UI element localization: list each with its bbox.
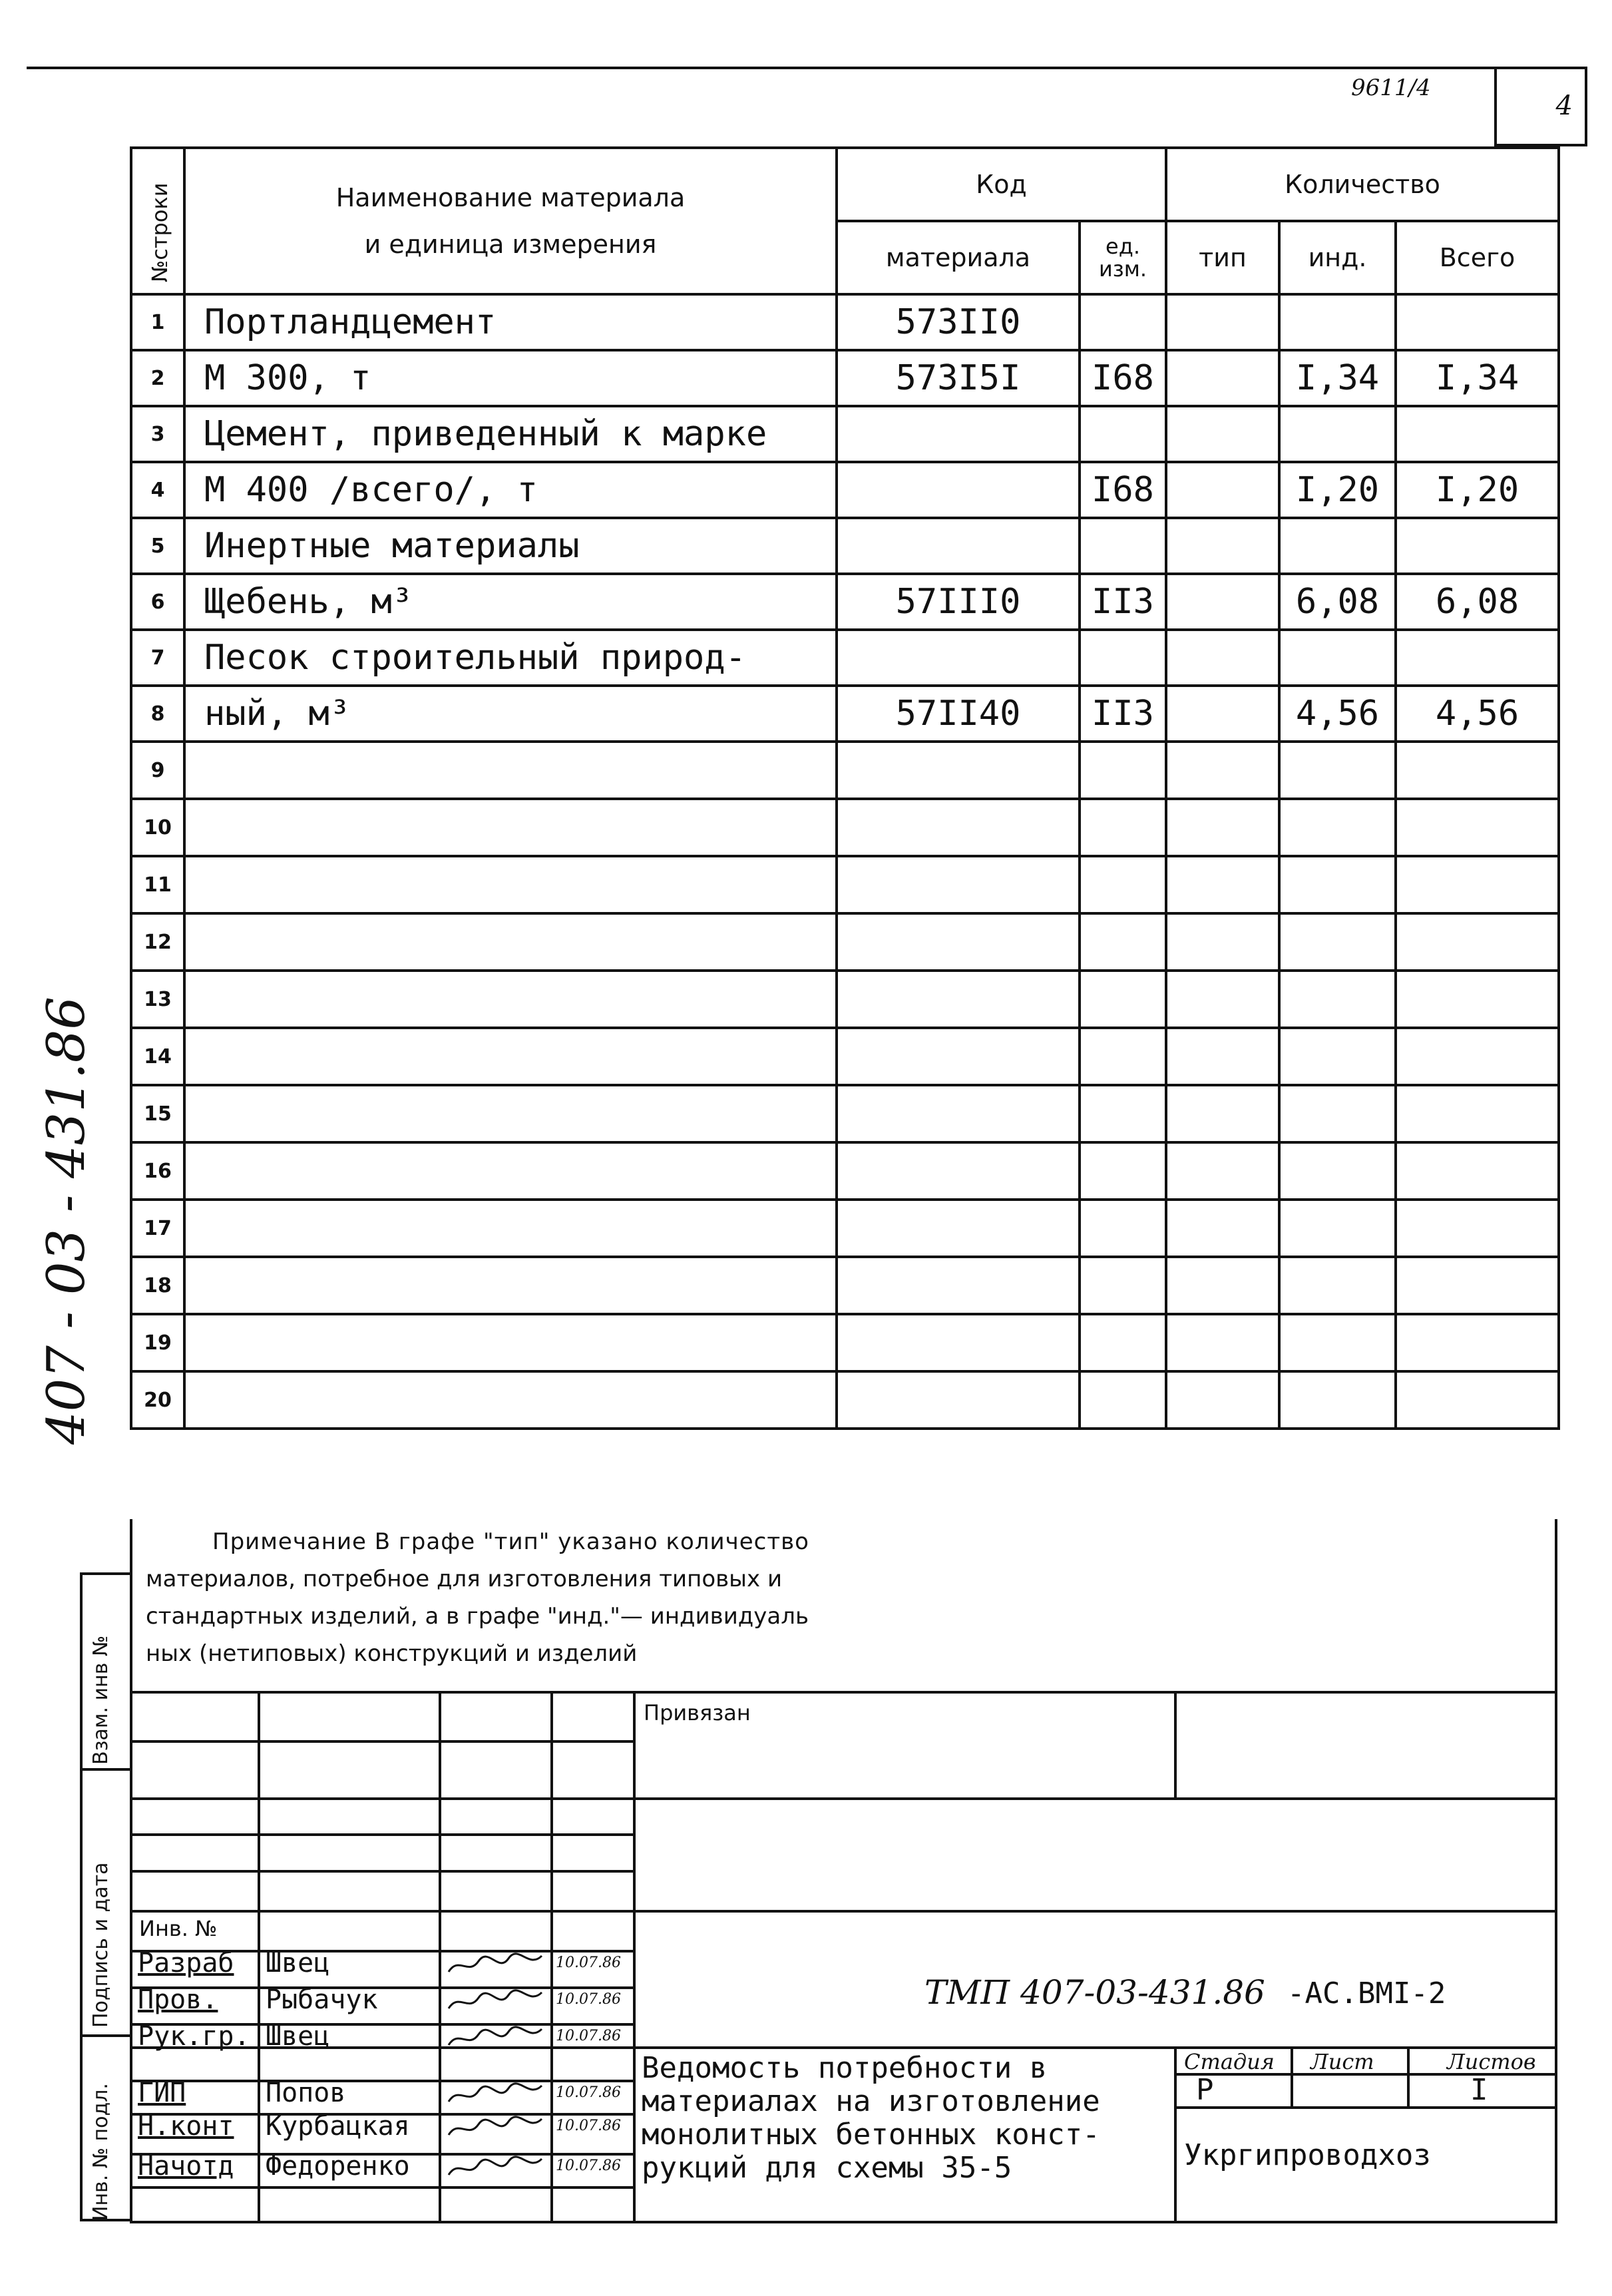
- unit-code: [1080, 1371, 1166, 1429]
- qty-total: [1396, 913, 1559, 971]
- qty-type: [1166, 1085, 1279, 1142]
- material-code: [837, 1142, 1080, 1200]
- unit-code: II3: [1080, 574, 1166, 630]
- material-code: [837, 913, 1080, 971]
- table-row: [131, 630, 1559, 686]
- qty-type: [1166, 1371, 1279, 1429]
- row-number: 13: [131, 971, 184, 1028]
- material-name: [184, 742, 837, 799]
- designation-code: ТМП 407-03-431.86: [924, 1973, 1265, 2012]
- header-qty-type: тип: [1166, 221, 1279, 294]
- material-code: [837, 1200, 1080, 1257]
- row-number: 20: [131, 1371, 184, 1429]
- table-row: [131, 518, 1559, 574]
- signer-name: Попов: [266, 2078, 346, 2108]
- qty-total: [1396, 742, 1559, 799]
- stage-value: Р: [1196, 2073, 1214, 2107]
- qty-total: [1396, 518, 1559, 574]
- qty-type: [1166, 462, 1279, 518]
- signer-date: 10.07.86: [556, 2028, 621, 2044]
- signer-date: 10.07.86: [556, 1991, 621, 2008]
- row-number: 1: [131, 294, 184, 350]
- material-code: 57II40: [837, 686, 1080, 742]
- designation-suffix: -АС.ВМI-2: [1287, 1976, 1446, 2010]
- qty-ind: [1279, 1085, 1396, 1142]
- signature: [445, 2022, 545, 2053]
- table-row: [131, 913, 1559, 971]
- unit-code: [1080, 742, 1166, 799]
- qty-ind: [1279, 799, 1396, 856]
- note-line-3: стандартных изделий, а в графе "инд."— индивидуаль: [146, 1603, 809, 1630]
- qty-type: [1166, 630, 1279, 686]
- signer-role: Пров.: [138, 1984, 218, 2015]
- qty-ind: I,34: [1279, 350, 1396, 406]
- material-name: Цемент, приведенный к марке: [184, 406, 837, 462]
- signer-role: Рук.гр.: [138, 2021, 250, 2052]
- qty-type: [1166, 971, 1279, 1028]
- unit-code: [1080, 1257, 1166, 1314]
- row-number: 19: [131, 1314, 184, 1371]
- header-row-no: №строки: [131, 148, 184, 294]
- qty-ind: [1279, 294, 1396, 350]
- qty-total: [1396, 294, 1559, 350]
- material-name: Щебень, м³: [184, 574, 837, 630]
- material-name: Портландцемент: [184, 294, 837, 350]
- qty-total: [1396, 1028, 1559, 1085]
- top-border-line: [27, 67, 1584, 69]
- unit-code: [1080, 1028, 1166, 1085]
- material-code: [837, 971, 1080, 1028]
- table-row: [131, 799, 1559, 856]
- header-code-unit: ед. изм.: [1080, 221, 1166, 294]
- inv-label: Инв. №: [139, 1916, 218, 1941]
- qty-ind: 6,08: [1279, 574, 1396, 630]
- unit-code: [1080, 799, 1166, 856]
- row-number: 17: [131, 1200, 184, 1257]
- page-number: 4: [1555, 91, 1573, 121]
- row-number: 15: [131, 1085, 184, 1142]
- note-line-2: материалов, потребное для изготовления типовых и: [146, 1566, 783, 1592]
- qty-type: [1166, 799, 1279, 856]
- qty-ind: [1279, 518, 1396, 574]
- signer-date: 10.07.86: [556, 2158, 621, 2174]
- qty-total: 6,08: [1396, 574, 1559, 630]
- row-number: 6: [131, 574, 184, 630]
- stamp-label-inv: Инв. № подл.: [89, 2083, 112, 2221]
- qty-type: [1166, 1314, 1279, 1371]
- material-code: [837, 856, 1080, 913]
- material-code: [837, 1028, 1080, 1085]
- material-code: [837, 799, 1080, 856]
- row-number: 14: [131, 1028, 184, 1085]
- qty-ind: [1279, 1142, 1396, 1200]
- table-row: [131, 574, 1559, 630]
- material-name: [184, 1200, 837, 1257]
- qty-total: [1396, 630, 1559, 686]
- table-row: [131, 1142, 1559, 1200]
- signer-date: 10.07.86: [556, 2084, 621, 2101]
- table-body: [131, 294, 1559, 1429]
- signer-name: Швец: [266, 2021, 330, 2052]
- qty-ind: [1279, 971, 1396, 1028]
- table-row: [131, 406, 1559, 462]
- signer-name: Федоренко: [266, 2151, 410, 2181]
- signer-name: Рыбачук: [266, 1984, 378, 2015]
- unit-code: [1080, 518, 1166, 574]
- qty-ind: [1279, 742, 1396, 799]
- qty-type: [1166, 1142, 1279, 1200]
- material-name: [184, 1142, 837, 1200]
- unit-code: [1080, 1314, 1166, 1371]
- qty-total: [1396, 799, 1559, 856]
- qty-ind: [1279, 1314, 1396, 1371]
- table-row: [131, 1371, 1559, 1429]
- material-code: [837, 742, 1080, 799]
- material-code: [837, 1371, 1080, 1429]
- header-qty-total: Всего: [1396, 221, 1559, 294]
- qty-type: [1166, 518, 1279, 574]
- material-name: Песок строительный природ-: [184, 630, 837, 686]
- organization: Укргипроводхоз: [1184, 2138, 1431, 2172]
- document-title: Ведомость потребности в материалах на изготовление монолитных бетонных конст- рукций для схемы 35-5: [642, 2051, 1100, 2185]
- qty-total: I,34: [1396, 350, 1559, 406]
- qty-type: [1166, 294, 1279, 350]
- qty-total: [1396, 1371, 1559, 1429]
- table-row: [131, 1314, 1559, 1371]
- qty-ind: [1279, 1200, 1396, 1257]
- qty-total: [1396, 1142, 1559, 1200]
- sheets-value: I: [1470, 2073, 1488, 2107]
- qty-type: [1166, 1200, 1279, 1257]
- table-row: [131, 462, 1559, 518]
- material-code: [837, 462, 1080, 518]
- qty-ind: I,20: [1279, 462, 1396, 518]
- row-number: 11: [131, 856, 184, 913]
- table-row: [131, 1028, 1559, 1085]
- sheets-label: Листов: [1447, 2049, 1536, 2074]
- material-name: [184, 913, 837, 971]
- row-number: 2: [131, 350, 184, 406]
- header-code: Код: [837, 148, 1166, 221]
- qty-ind: [1279, 630, 1396, 686]
- material-name: [184, 971, 837, 1028]
- unit-code: [1080, 913, 1166, 971]
- qty-total: 4,56: [1396, 686, 1559, 742]
- row-number: 8: [131, 686, 184, 742]
- qty-type: [1166, 350, 1279, 406]
- table-row: [131, 1200, 1559, 1257]
- bound-label: Привязан: [644, 1700, 751, 1725]
- signature: [445, 1986, 545, 2016]
- table-row: [131, 1257, 1559, 1314]
- qty-ind: [1279, 1257, 1396, 1314]
- qty-ind: [1279, 856, 1396, 913]
- stamp-label-replace: Взам. инв №: [89, 1635, 112, 1765]
- page-number-box: [1494, 67, 1587, 146]
- table-row: [131, 742, 1559, 799]
- table-row: [131, 1085, 1559, 1142]
- qty-ind: [1279, 406, 1396, 462]
- qty-total: [1396, 971, 1559, 1028]
- material-name: [184, 1314, 837, 1371]
- material-name: [184, 1085, 837, 1142]
- signature: [445, 2112, 545, 2143]
- signature: [445, 1949, 545, 1980]
- note-line-1: Примечание В графе "тип" указано количество: [212, 1528, 809, 1555]
- row-number: 16: [131, 1142, 184, 1200]
- qty-ind: 4,56: [1279, 686, 1396, 742]
- unit-code: [1080, 406, 1166, 462]
- header-code-material: материала: [837, 221, 1080, 294]
- material-code: [837, 518, 1080, 574]
- signer-date: 10.07.86: [556, 1954, 621, 1971]
- qty-type: [1166, 1257, 1279, 1314]
- unit-code: [1080, 971, 1166, 1028]
- qty-ind: [1279, 913, 1396, 971]
- note-area: [130, 1519, 1557, 1694]
- qty-ind: [1279, 1371, 1396, 1429]
- unit-code: [1080, 1200, 1166, 1257]
- material-code: [837, 1085, 1080, 1142]
- qty-type: [1166, 913, 1279, 971]
- signer-role: Разраб: [138, 1948, 234, 1978]
- unit-code: [1080, 856, 1166, 913]
- material-name: [184, 1028, 837, 1085]
- unit-code: [1080, 630, 1166, 686]
- row-number: 5: [131, 518, 184, 574]
- material-code: [837, 406, 1080, 462]
- note-line-4: ных (нетиповых) конструкций и изделий: [146, 1640, 638, 1667]
- row-number: 12: [131, 913, 184, 971]
- material-code: [837, 1314, 1080, 1371]
- qty-total: [1396, 1085, 1559, 1142]
- qty-type: [1166, 742, 1279, 799]
- material-name: [184, 799, 837, 856]
- material-name: Инертные материалы: [184, 518, 837, 574]
- material-name: ный, м³: [184, 686, 837, 742]
- qty-type: [1166, 406, 1279, 462]
- qty-type: [1166, 574, 1279, 630]
- row-number: 9: [131, 742, 184, 799]
- doc-number: 9611/4: [1351, 75, 1431, 101]
- signature: [445, 2079, 545, 2110]
- qty-type: [1166, 1028, 1279, 1085]
- header-qty-ind: инд.: [1279, 221, 1396, 294]
- qty-total: [1396, 406, 1559, 462]
- material-name: [184, 1371, 837, 1429]
- signer-role: Н.конт: [138, 2111, 234, 2142]
- material-code: [837, 1257, 1080, 1314]
- signature: [445, 2152, 545, 2183]
- sheet-label: Лист: [1310, 2049, 1374, 2074]
- row-number: 7: [131, 630, 184, 686]
- signer-date: 10.07.86: [556, 2118, 621, 2134]
- stamp-label-signature: Подпись и дата: [89, 1862, 112, 2028]
- table-row: [131, 856, 1559, 913]
- qty-total: I,20: [1396, 462, 1559, 518]
- material-name: М 300, т: [184, 350, 837, 406]
- table-row: [131, 350, 1559, 406]
- table-row: [131, 294, 1559, 350]
- unit-code: I68: [1080, 462, 1166, 518]
- qty-type: [1166, 686, 1279, 742]
- qty-total: [1396, 1200, 1559, 1257]
- row-number: 4: [131, 462, 184, 518]
- material-name: [184, 856, 837, 913]
- row-number: 10: [131, 799, 184, 856]
- side-designation: 407 - 03 - 431.86: [37, 997, 97, 1445]
- signer-role: ГИП: [138, 2078, 186, 2108]
- unit-code: I68: [1080, 350, 1166, 406]
- material-code: 57III0: [837, 574, 1080, 630]
- title-block: [130, 1691, 1557, 2223]
- material-name: [184, 1257, 837, 1314]
- materials-table: [130, 146, 1560, 1430]
- table-row: [131, 686, 1559, 742]
- header-quantity: Количество: [1166, 148, 1559, 221]
- unit-code: II3: [1080, 686, 1166, 742]
- material-code: 573II0: [837, 294, 1080, 350]
- material-code: 573I5I: [837, 350, 1080, 406]
- qty-ind: [1279, 1028, 1396, 1085]
- row-number: 18: [131, 1257, 184, 1314]
- unit-code: [1080, 1142, 1166, 1200]
- row-number: 3: [131, 406, 184, 462]
- material-code: [837, 630, 1080, 686]
- qty-total: [1396, 856, 1559, 913]
- qty-total: [1396, 1257, 1559, 1314]
- signer-name: Швец: [266, 1948, 330, 1978]
- qty-type: [1166, 856, 1279, 913]
- stage-label: Стадия: [1184, 2049, 1275, 2074]
- unit-code: [1080, 1085, 1166, 1142]
- material-name: М 400 /всего/, т: [184, 462, 837, 518]
- qty-total: [1396, 1314, 1559, 1371]
- signer-name: Курбацкая: [266, 2111, 410, 2142]
- table-row: [131, 971, 1559, 1028]
- left-stamp-column: [80, 1572, 130, 2221]
- header-name: Наименование материала и единица измерения: [184, 148, 837, 294]
- signer-role: Начотд: [138, 2151, 234, 2181]
- unit-code: [1080, 294, 1166, 350]
